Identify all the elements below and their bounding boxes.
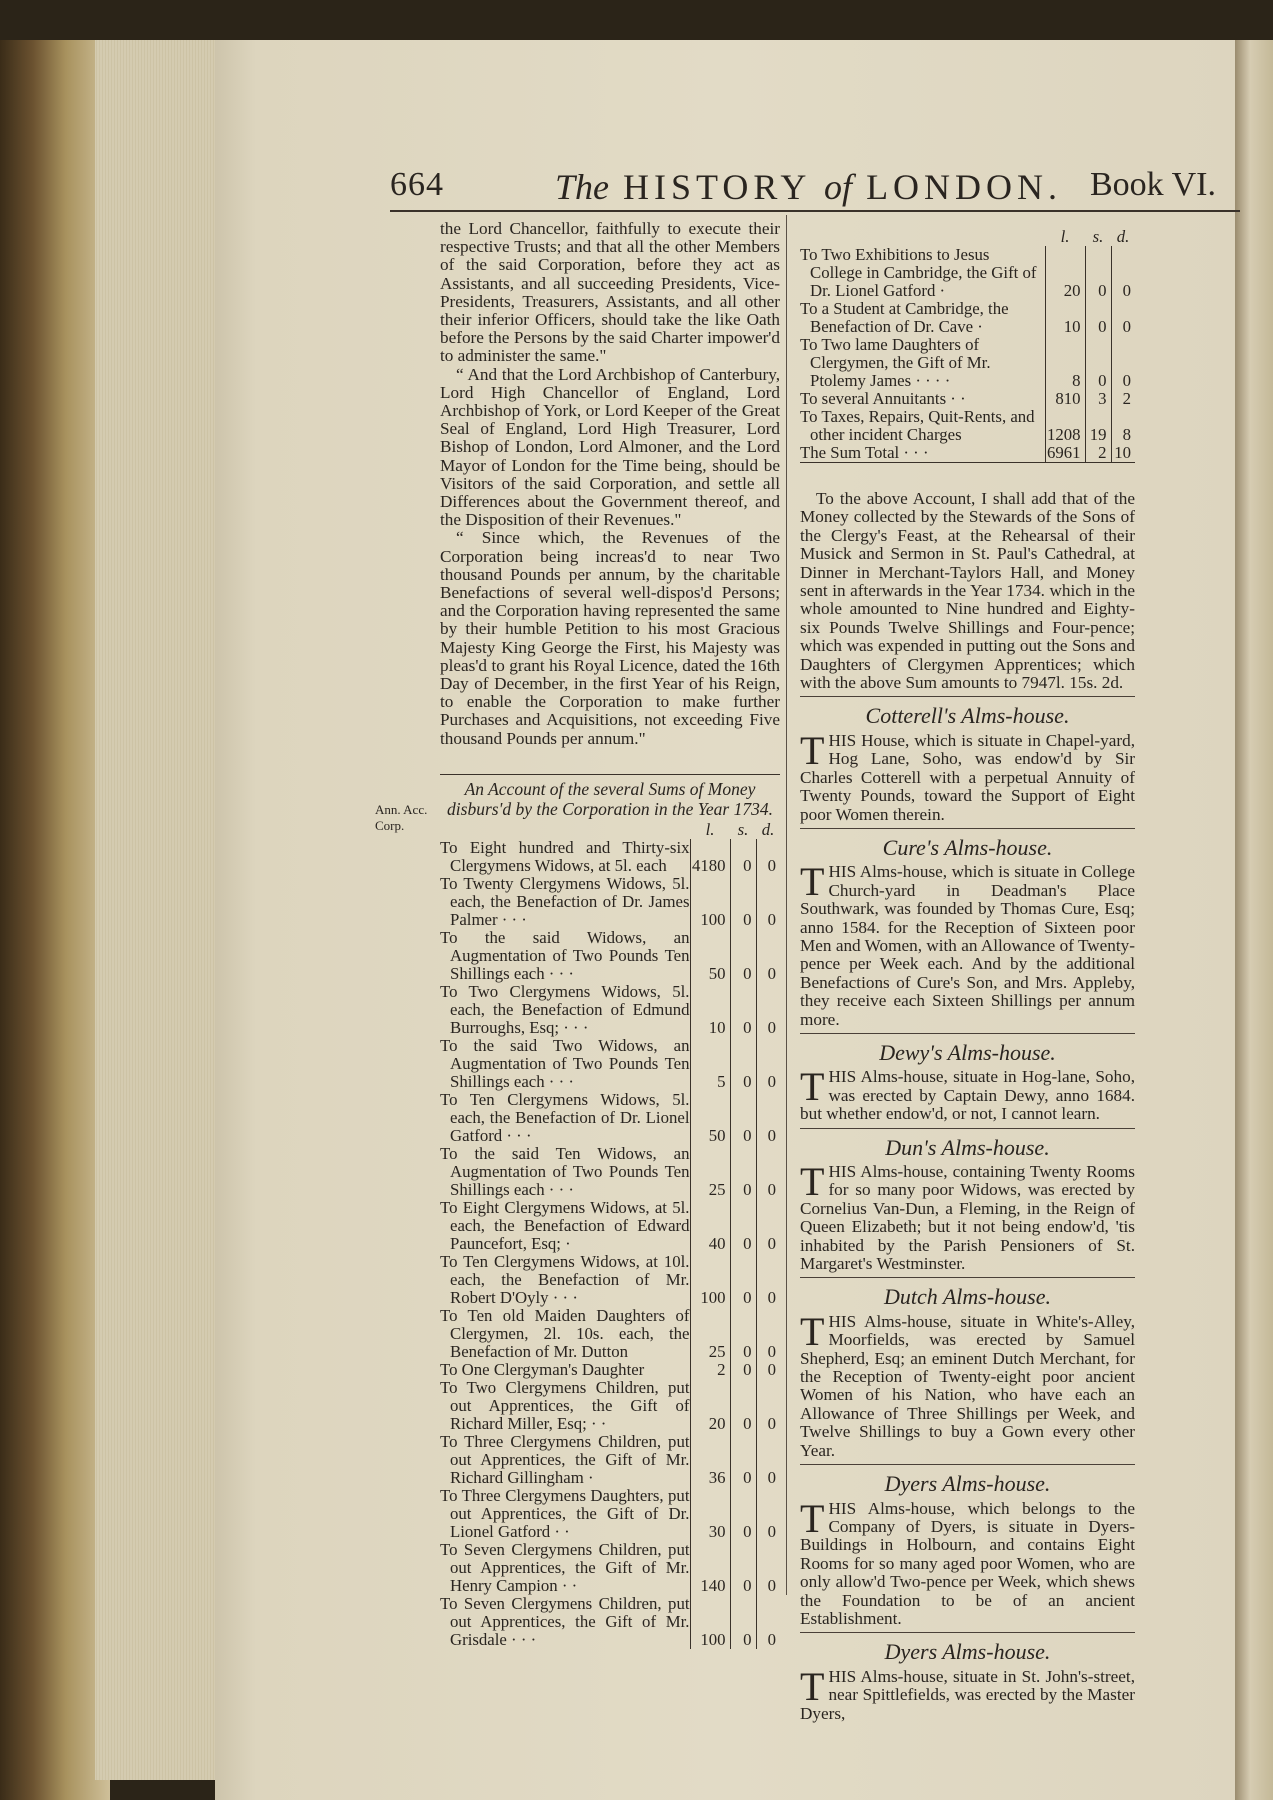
drop-cap: T — [800, 1064, 825, 1110]
account-cell-item: To Seven Clergymens Children, put out Apprentices, the Gift of Mr. Grisdale · · · — [440, 1593, 690, 1649]
account-cell-s: 0 — [730, 1199, 756, 1253]
account-row — [440, 1091, 780, 1145]
account-row — [800, 390, 1135, 408]
section-paragraph — [800, 1064, 1135, 1124]
section-rule — [800, 1128, 1135, 1129]
account-row — [440, 1361, 780, 1379]
account-cell-d: 0 — [756, 1199, 780, 1253]
title-london: LONDON. — [866, 167, 1063, 207]
section-paragraph — [800, 727, 1135, 824]
section-text: HIS Alms-house, which is situate in College Church-yard in Deadman's Place Southwark, was founded by Thomas Cure, Esq; anno 1584. for the Reception of Sixteen poor Men and Women, with an Allowance of Twenty-pence per Week each. And by the additional Benefactions of Cure's Son, and Mrs. Appleby, they receive each Sixteen Shillings per annum more. — [800, 862, 1135, 1029]
account-cell-s: 0 — [730, 1541, 756, 1595]
account-row — [800, 408, 1135, 444]
account-cell-l: 8 — [1045, 336, 1085, 390]
almshouse-section — [800, 1128, 1135, 1274]
account-cell-l: 20 — [1045, 246, 1085, 300]
almshouse-section — [800, 696, 1135, 823]
header-rule — [390, 210, 1240, 212]
section-paragraph — [800, 859, 1135, 1029]
account-cell-l: 100 — [690, 875, 730, 929]
account-cell-l: 25 — [690, 1307, 730, 1361]
account-cell-d: 2 — [1111, 390, 1135, 408]
account-cell-d: 0 — [756, 1433, 780, 1487]
account-row — [440, 929, 780, 983]
section-paragraph — [800, 1663, 1135, 1723]
account-cell-l: 50 — [690, 1091, 730, 1145]
account-cell-d: 0 — [756, 929, 780, 983]
left-paragraph-3: “ Since which, the Revenues of the Corporation being increas'd to near Two thousand Pounds per annum, by the charitable Benefactions of several well-dispos'd Persons; and the Corporation having represented the same by their humble Petition to his most Gracious Majesty King George the First, his Majesty was pleas'd to grant his Royal Licence, dated the 16th Day of December, in the first Year of his Reign, to enable the Corporation to make further Purchases and Acquisitions, not exceeding Five thousand Pounds per annum." — [440, 528, 780, 748]
section-rule — [800, 1632, 1135, 1633]
account-header-row — [440, 821, 780, 839]
account-row — [440, 1541, 780, 1595]
right-intro-paragraph: To the above Account, I shall add that of the Money collected by the Stewards of the Sons of the Clergy's Feast, at the Rehearsal of their Musick and Sermon in St. Paul's Cathedral, at Dinner in Merchant-Taylors Hall, and Money sent in afterwards in the Year 1734. which in the whole amounted to Nine hundred and Eighty-six Pounds Twelve Shillings and Four-pence; which was expended in putting out the Sons and Daughters of Clergymen Apprentices; which with the above Sum amounts to 7947l. 15s. 2d. — [800, 489, 1135, 693]
account-cell-s: 0 — [1085, 300, 1111, 336]
account-cell-item: To Two lame Daughters of Clergymen, the Gift of Mr. Ptolemy James · · · · — [800, 335, 991, 390]
account-cell-d: 8 — [1111, 408, 1135, 444]
account-row — [800, 246, 1135, 300]
book-label: Book VI. — [1090, 166, 1216, 203]
account-cell-s: 0 — [730, 1037, 756, 1091]
right-column — [800, 490, 1135, 1723]
section-paragraph — [800, 1159, 1135, 1274]
page-stack-edge — [95, 40, 220, 1780]
section-paragraph — [800, 1308, 1135, 1460]
column-divider — [786, 215, 787, 1595]
account-cell-item: To One Clergyman's Daughter — [440, 1359, 645, 1379]
account-cell-d: 0 — [756, 1253, 780, 1307]
account-cell-item: To Two Clergymens Widows, 5l. each, the Benefaction of Edmund Burroughs, Esq; · · · — [440, 981, 690, 1037]
account-cell-s: 0 — [730, 875, 756, 929]
account-cell-item: To Three Clergymens Children, put out Apprentices, the Gift of Mr. Richard Gillingham · — [440, 1431, 690, 1487]
account-cell-d: 0 — [756, 1487, 780, 1541]
account-row — [440, 1433, 780, 1487]
section-heading: Cure's Alms-house. — [882, 834, 1053, 860]
drop-cap: T — [800, 859, 825, 905]
account-cell-d: 10 — [1111, 444, 1135, 463]
account-cell-d: 0 — [756, 1379, 780, 1433]
col-header-l: l. — [705, 819, 715, 839]
title-history: HISTORY — [623, 167, 811, 207]
account-cell-item: To Two Exhibitions to Jesus College in Cambridge, the Gift of Dr. Lionel Gatford · — [800, 245, 1037, 300]
page-number: 664 — [390, 166, 444, 203]
almshouse-section — [800, 1632, 1135, 1723]
account-cell-l: 10 — [690, 983, 730, 1037]
drop-cap: T — [800, 1159, 825, 1204]
account-cell-s: 0 — [1085, 246, 1111, 300]
almshouse-section — [800, 1464, 1135, 1628]
account-cell-l: 2 — [690, 1361, 730, 1379]
account-cell-item: To Seven Clergymens Children, put out Apprentices, the Gift of Mr. Henry Campion · · — [440, 1539, 690, 1595]
account-row — [440, 1199, 780, 1253]
account-cell-s: 0 — [730, 1487, 756, 1541]
account-cell-l: 100 — [690, 1253, 730, 1307]
left-column — [440, 220, 780, 1649]
account-table — [440, 821, 780, 1649]
account-row — [440, 1253, 780, 1307]
col-header-d: d. — [761, 819, 775, 839]
running-header — [390, 166, 1240, 210]
drop-cap: T — [800, 727, 825, 773]
section-rule — [800, 828, 1135, 829]
account-cell-l: 25 — [690, 1145, 730, 1199]
account-cell-d: 0 — [1111, 246, 1135, 300]
account-cell-s: 2 — [1085, 444, 1111, 463]
account-cell-s: 0 — [730, 1379, 756, 1433]
section-text: HIS House, which is situate in Chapel-yard, Hog Lane, Soho, was endow'd by Sir Charles Cotterell with a perpetual Annuity of Twenty Pounds, toward the Support of Eight poor Women therein. — [800, 730, 1135, 824]
account-row — [440, 1037, 780, 1091]
account-cell-l: 100 — [690, 1595, 730, 1649]
account-row — [800, 300, 1135, 336]
account-cell-d: 0 — [756, 1361, 780, 1379]
account-title: An Account of the several Sums of Money disburs'd by the Corporation in the Year 1734. — [447, 778, 773, 819]
section-heading: Cotterell's Alms-house. — [865, 703, 1070, 729]
account-cell-item: To Eight Clergymens Widows, at 5l. each, the Benefaction of Edward Pauncefort, Esq; · — [440, 1197, 690, 1253]
account-cell-s: 0 — [730, 1595, 756, 1649]
account-cell-d: 0 — [756, 839, 780, 875]
margin-note-line1: Ann. Acc. — [375, 802, 428, 817]
account-cell-s: 0 — [730, 1361, 756, 1379]
account-cell-l: 1208 — [1045, 408, 1085, 444]
account-row — [440, 839, 780, 875]
account-cell-item: To several Annuitants · · — [800, 389, 966, 408]
account-cell-l: 6961 — [1045, 444, 1085, 463]
account-cell-s: 0 — [1085, 336, 1111, 390]
section-heading: Dutch Alms-house. — [883, 1284, 1052, 1310]
cont-col-header-l: l. — [1060, 227, 1070, 246]
account-cell-d: 0 — [756, 983, 780, 1037]
account-cell-d: 0 — [756, 1541, 780, 1595]
account-cell-l: 20 — [690, 1379, 730, 1433]
cont-col-header-s: s. — [1092, 227, 1104, 246]
margin-note — [375, 802, 427, 834]
section-text: HIS Alms-house, situate in Hog-lane, Soho, was erected by Captain Dewy, anno 1684. but whether endow'd, or not, I cannot learn. — [800, 1067, 1135, 1124]
account-row — [440, 1145, 780, 1199]
account-cell-item: To Ten old Maiden Daughters of Clergymen, 2l. 10s. each, the Benefaction of Mr. Dutton — [440, 1305, 690, 1361]
account-row — [440, 1595, 780, 1649]
running-title — [555, 166, 1062, 208]
almshouse-section — [800, 1033, 1135, 1124]
account-cell-d: 0 — [756, 1145, 780, 1199]
section-text: HIS Alms-house, containing Twenty Rooms for so many poor Widows, was erected by Cornelius Van-Dun, a Fleming, in the Reign of Queen Elizabeth; but it not being endow'd, 'tis inhabited by the Parish Pensioners of St. Margaret's Westminster. — [800, 1162, 1135, 1274]
drop-cap: T — [800, 1663, 825, 1709]
account-row — [440, 1307, 780, 1361]
section-text: HIS Alms-house, situate in St. John's-street, near Spittlefields, was erected by the Master Dyers, — [800, 1666, 1135, 1723]
account-row — [440, 1487, 780, 1541]
account-row — [800, 336, 1135, 390]
account-cell-l: 810 — [1045, 390, 1085, 408]
account-cell-item: To a Student at Cambridge, the Benefaction of Dr. Cave · — [800, 299, 1009, 336]
section-heading: Dyers Alms-house. — [884, 1471, 1051, 1497]
account-cell-s: 0 — [730, 839, 756, 875]
account-cont-header-blank — [800, 228, 1045, 246]
account-section — [440, 774, 780, 1649]
account-continuation-table — [800, 228, 1135, 463]
section-rule — [800, 1277, 1135, 1278]
almshouse-section — [800, 828, 1135, 1029]
account-header-blank — [440, 821, 690, 839]
left-paragraph-2: “ And that the Lord Archbishop of Canterbury, Lord High Chancellor of England, Lord Archbishop of York, or Lord Keeper of the Great Seal of England, Lord High Treasurer, Lord Bishop of London, Lord Almoner, and the Lord Mayor of London for the Time being, should be Visitors of the said Corporation, and settle all Differences about the Government thereof, and the Disposition of their Revenues." — [440, 364, 780, 530]
section-paragraph — [800, 1495, 1135, 1629]
account-cell-item: To Twenty Clergymens Widows, 5l. each, the Benefaction of Dr. James Palmer · · · — [440, 873, 690, 929]
section-heading: Dewy's Alms-house. — [879, 1039, 1056, 1065]
account-cell-item: To the said Widows, an Augmentation of Two Pounds Ten Shillings each · · · — [440, 927, 690, 983]
account-cell-s: 19 — [1085, 408, 1111, 444]
account-cell-l: 40 — [690, 1199, 730, 1253]
col-header-s: s. — [737, 819, 749, 839]
account-cell-d: 0 — [756, 1307, 780, 1361]
section-text: HIS Alms-house, which belongs to the Company of Dyers, is situate in Dyers-Buildings in Holbourn, and contains Eight Rooms for so many aged poor Women, who are only allow'd Two-pence per Week, which shews the Foundation to be of an ancient Establishment. — [800, 1498, 1135, 1628]
account-cell-l: 50 — [690, 929, 730, 983]
account-cont-header-row — [800, 228, 1135, 246]
account-cell-s: 0 — [730, 1253, 756, 1307]
account-cell-s: 0 — [730, 1307, 756, 1361]
account-cell-s: 0 — [730, 1433, 756, 1487]
account-cell-d: 0 — [1111, 336, 1135, 390]
section-text: HIS Alms-house, situate in White's-Alley, Moorfields, was erected by Samuel Shepherd, Esq; an eminent Dutch Merchant, for the Reception of Twenty-eight poor ancient Women of his Nation, who have each an Allowance of Three Shillings per Week, and Twelve Shillings to buy a Gown every other Year. — [800, 1311, 1135, 1460]
account-row — [440, 875, 780, 929]
account-cell-item: To Taxes, Repairs, Quit-Rents, and other incident Charges — [800, 407, 1035, 444]
account-cell-item: To Two Clergymens Children, put out Apprentices, the Gift of Richard Miller, Esq; · · — [440, 1377, 690, 1433]
account-cell-s: 0 — [730, 1091, 756, 1145]
account-row — [440, 983, 780, 1037]
account-cell-l: 4180 — [690, 839, 730, 875]
account-cell-item: To Ten Clergymens Widows, at 10l. each, the Benefaction of Mr. Robert D'Oyly · · · — [440, 1251, 690, 1307]
drop-cap: T — [800, 1308, 825, 1354]
account-cell-l: 10 — [1045, 300, 1085, 336]
account-cell-d: 0 — [756, 1595, 780, 1649]
cont-col-header-d: d. — [1116, 227, 1130, 246]
section-rule — [800, 1033, 1135, 1034]
account-cell-l: 5 — [690, 1037, 730, 1091]
account-cell-s: 0 — [730, 983, 756, 1037]
account-row — [800, 444, 1135, 463]
section-heading: Dyers Alms-house. — [884, 1639, 1051, 1665]
account-cell-s: 3 — [1085, 390, 1111, 408]
account-cell-d: 0 — [756, 1037, 780, 1091]
title-the: The — [555, 167, 609, 207]
account-cell-l: 36 — [690, 1433, 730, 1487]
account-cell-item: To Ten Clergymens Widows, 5l. each, the Benefaction of Dr. Lionel Gatford · · · — [440, 1089, 690, 1145]
account-continuation — [800, 228, 1135, 463]
facing-page-edge — [1235, 40, 1273, 1800]
account-cell-s: 0 — [730, 929, 756, 983]
account-cell-item: The Sum Total · · · — [800, 443, 929, 462]
account-cell-d: 0 — [756, 875, 780, 929]
almshouse-section — [800, 1277, 1135, 1460]
account-cell-item: To Three Clergymens Daughters, put out Apprentices, the Gift of Dr. Lionel Gatford · · — [440, 1485, 690, 1541]
book-edge-left — [0, 40, 110, 1800]
account-cell-item: To the said Ten Widows, an Augmentation of Two Pounds Ten Shillings each · · · — [440, 1143, 690, 1199]
left-paragraph-1: the Lord Chancellor, faithfully to execute their respective Trusts; and that all the other Members of the said Corporation, before they act as Assistants, and all succeeding Presidents, Vice-Presidents, Treasurers, Assistants, and all other their inferior Officers, should take the like Oath before the Persons by the said Charter impower'd to administer the same." — [440, 219, 780, 366]
margin-note-line2: Corp. — [375, 818, 405, 833]
account-cell-l: 140 — [690, 1541, 730, 1595]
account-cell-item: To Eight hundred and Thirty-six Clergymens Widows, at 5l. each — [440, 837, 690, 875]
account-row — [440, 1379, 780, 1433]
account-cell-d: 0 — [756, 1091, 780, 1145]
account-cell-l: 30 — [690, 1487, 730, 1541]
account-cell-item: To the said Two Widows, an Augmentation of Two Pounds Ten Shillings each · · · — [440, 1035, 690, 1091]
title-of: of — [824, 167, 853, 207]
section-rule — [800, 1464, 1135, 1465]
account-cell-d: 0 — [1111, 300, 1135, 336]
section-rule — [800, 696, 1135, 697]
drop-cap: T — [800, 1495, 825, 1541]
section-heading: Dun's Alms-house. — [885, 1134, 1050, 1160]
account-cell-s: 0 — [730, 1145, 756, 1199]
